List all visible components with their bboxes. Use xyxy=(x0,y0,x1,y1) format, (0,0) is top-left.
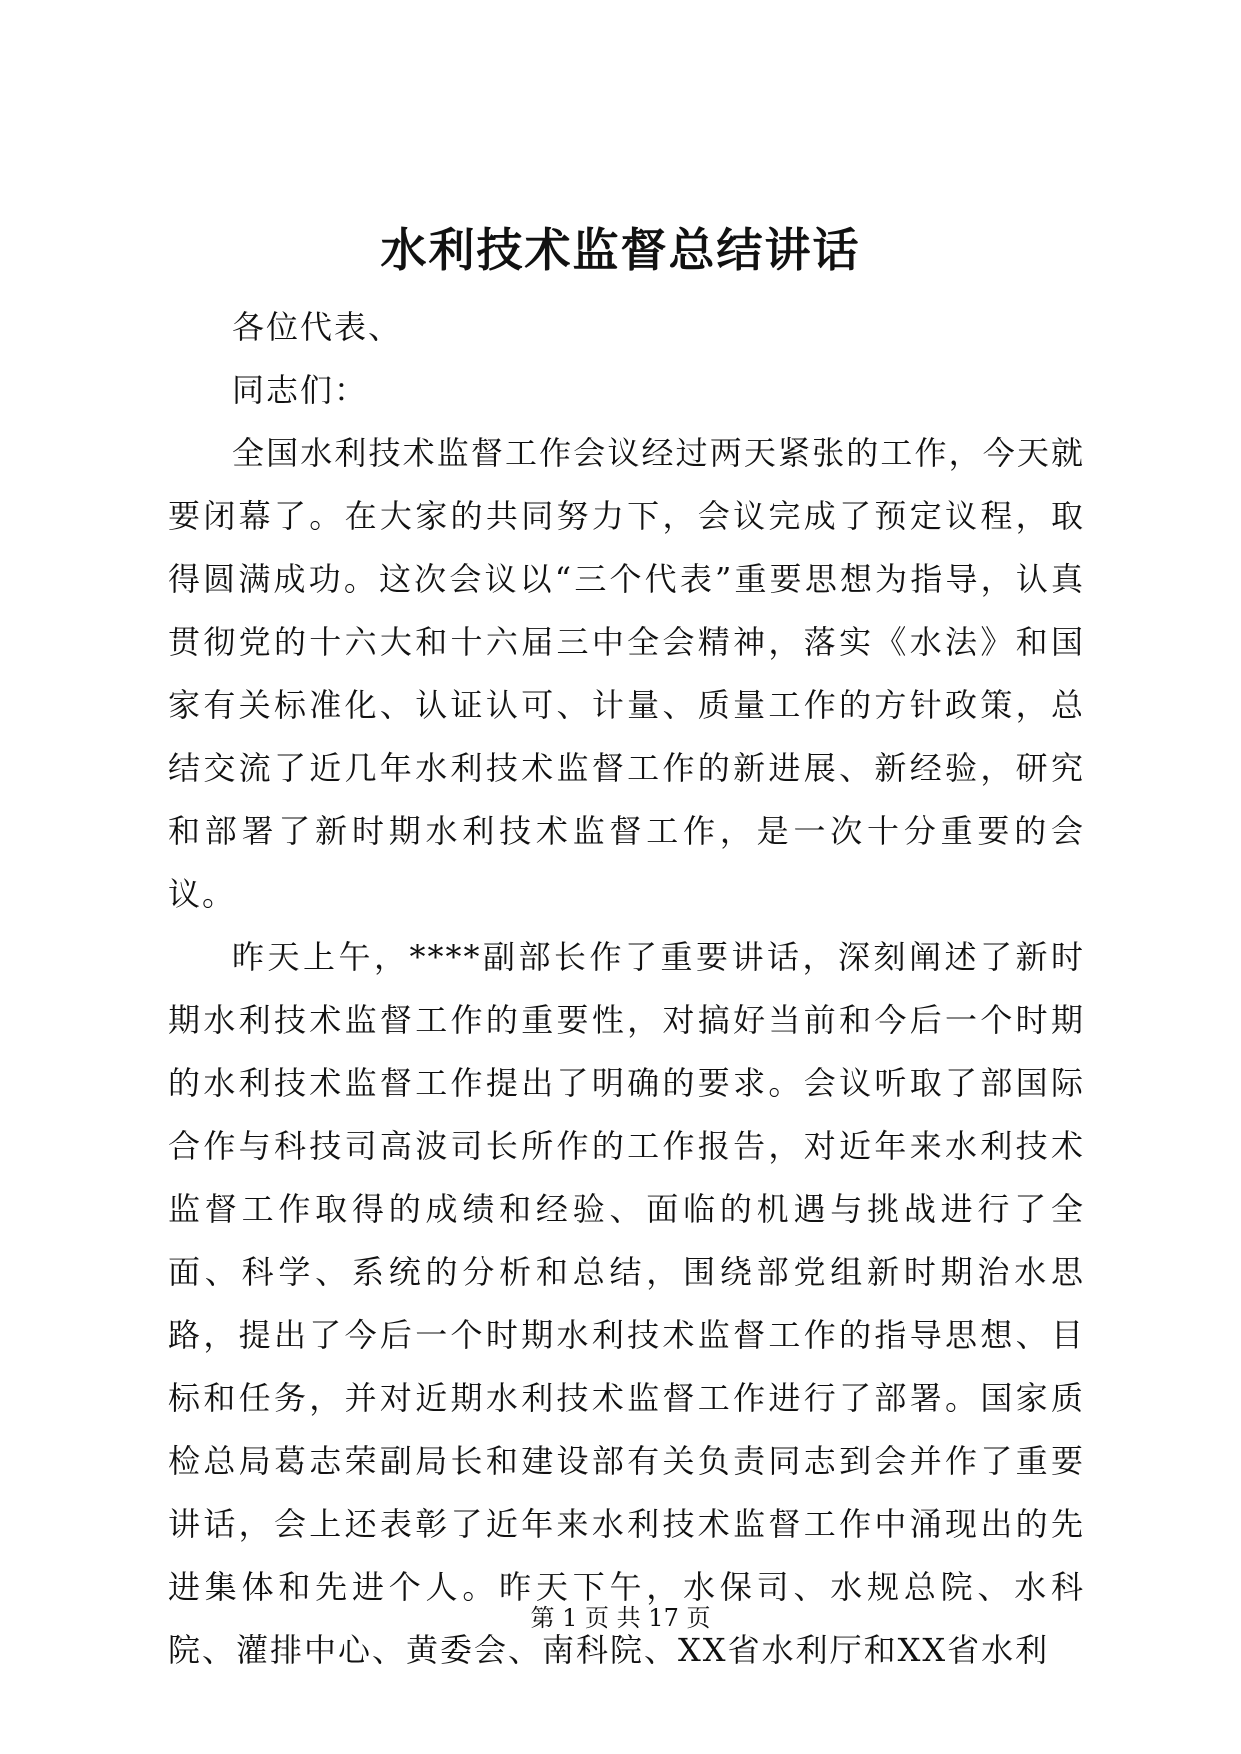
page-footer: 第 1 页 共 17 页 xyxy=(530,1604,711,1632)
salutation-comrades: 同志们： xyxy=(232,371,369,409)
paragraph-2: 昨天上午，****副部长作了重要讲话，深刻阐述了新时期水利技术监督工作的重要性，对搞好当前和今后一个时期的水利技术监督工作提出了明确的要求。会议听取了部国际合作与科技司高波司长所作的工作报告，对近年来水利技术监督工作取得的成绩和经验、面临的机遇与挑战进行了全面、科学、系统的分析和总结，围绕部党组新时期治水思路，提出了今后一个时期水利技术监督工作的指导思想、目标和任务，并对近期水利技术监督工作进行了部署。国家质检总局葛志荣副局长和建设部有关负责同志到会并作了重要讲话，会上还表彰了近年来水利技术监督工作中涌现出的先进集体和先进个人。昨天下午，水保司、水规总院、水科院、灌排中心、黄委会、南科院、XX省水利厅和XX省水利 xyxy=(168,938,1085,1669)
salutation-representatives: 各位代表、 xyxy=(232,308,403,346)
document-body xyxy=(168,296,1085,1682)
paragraph-1: 全国水利技术监督工作会议经过两天紧张的工作，今天就要闭幕了。在大家的共同努力下，会议完成了预定议程，取得圆满成功。这次会议以“三个代表”重要思想为指导，认真贯彻党的十六大和十六届三中全会精神，落实《水法》和国家有关标准化、认证认可、计量、质量工作的方针政策，总结交流了近几年水利技术监督工作的新进展、新经验，研究和部署了新时期水利技术监督工作，是一次十分重要的会议。 xyxy=(168,434,1085,913)
document-title: 水利技术监督总结讲话 xyxy=(380,223,861,277)
